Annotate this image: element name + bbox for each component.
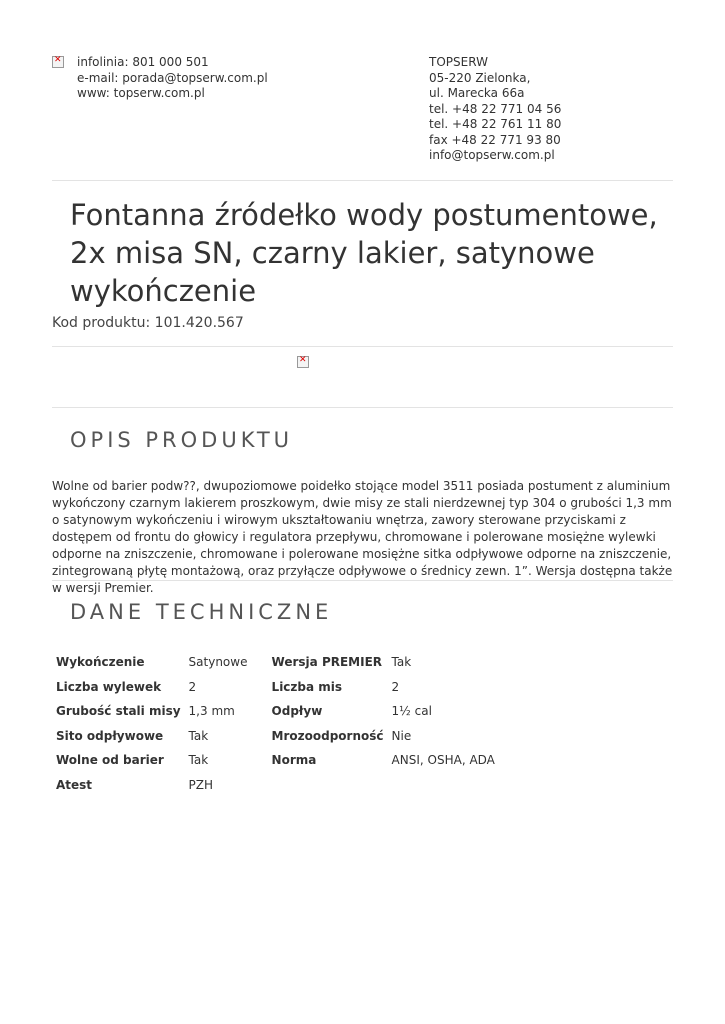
specs-table [52, 650, 499, 797]
spec-key: Liczba mis [271, 679, 343, 694]
spec-value: PZH [188, 777, 214, 792]
description-divider [52, 580, 673, 581]
spec-value: Nie [391, 728, 412, 743]
image-divider [52, 407, 673, 408]
description-text: Wolne od barier podw??, dwupoziomowe poidełko stojące model 3511 posiada postument z aluminium wykończony czarnym lakierem proszkowym, dwie misy ze stali nierdzewnej typ 304 o grubości 1,3 mm o satynowym wykończeniu i wirowym ukształtowaniu wnętrza, zawory sterowane przyciskami z dostępem od frontu do głowicy i regulatora przepływu, chromowane i polerowane mosiężne wylewki odporne na zniszczenie, chromowane i polerowane mosiężne sitka odpływowe odporne na zniszczenie, zintegrowaną płytę montażową, oraz przyłącze odpływowe o średnicy zewn. 1”. Wersja dostępna także w wersji Premier. [52, 479, 673, 595]
spec-key: Sito odpływowe [56, 728, 164, 743]
spec-value: Tak [391, 655, 412, 670]
company-email[interactable]: info@topserw.com.pl [429, 148, 555, 162]
spec-value: Tak [188, 753, 209, 768]
company-fax: fax +48 22 771 93 80 [429, 132, 561, 147]
spec-key: Atest [56, 777, 93, 792]
company-city: 05-220 Zielonka, [429, 70, 531, 85]
company-phone-2: tel. +48 22 761 11 80 [429, 117, 562, 131]
spec-row [52, 650, 499, 675]
spec-key: Mrozoodporność [271, 728, 384, 743]
title-divider [52, 346, 673, 347]
spec-value: 1½ cal [391, 704, 432, 719]
company-street: ul. Marecka 66a [429, 86, 525, 100]
company-name: TOPSERW [429, 55, 488, 69]
spec-value: ANSI, OSHA, ADA [391, 753, 495, 768]
spec-key: Liczba wylewek [56, 679, 162, 694]
spec-value: Satynowe [188, 655, 248, 670]
spec-value: Tak [188, 728, 209, 743]
spec-row [52, 675, 499, 700]
contact-info [77, 55, 268, 102]
product-broken-image-icon [297, 356, 309, 368]
product-title: Fontanna źródełko wody postumentowe, 2x misa SN, czarny lakier, satynowe wykończenie [70, 198, 658, 308]
spec-key: Odpływ [271, 704, 323, 719]
spec-row [52, 748, 499, 773]
company-phone-1: tel. +48 22 771 04 56 [429, 101, 562, 116]
spec-row [52, 773, 499, 798]
spec-row [52, 699, 499, 724]
website-text[interactable]: www: topserw.com.pl [77, 86, 205, 100]
hotline-text: infolinia: 801 000 501 [77, 55, 209, 69]
product-code: Kod produktu: 101.420.567 [52, 315, 244, 331]
spec-key [268, 773, 388, 798]
spec-key: Wolne od barier [56, 753, 164, 768]
spec-value: 2 [391, 679, 400, 694]
spec-key: Wersja PREMIER [271, 655, 383, 670]
spec-value [388, 773, 499, 798]
header-divider [52, 180, 673, 181]
spec-value: 2 [188, 679, 197, 694]
spec-key: Norma [271, 753, 317, 768]
logo-broken-image-icon [52, 56, 64, 68]
company-address [429, 55, 561, 164]
specs-heading: DANE TECHNICZNE [70, 600, 333, 624]
spec-key: Wykończenie [56, 655, 145, 670]
email-text[interactable]: e-mail: porada@topserw.com.pl [77, 70, 268, 85]
description-heading: OPIS PRODUKTU [70, 428, 294, 452]
spec-value: 1,3 mm [188, 704, 235, 719]
spec-key: Grubość stali misy [56, 704, 181, 719]
spec-row [52, 724, 499, 749]
